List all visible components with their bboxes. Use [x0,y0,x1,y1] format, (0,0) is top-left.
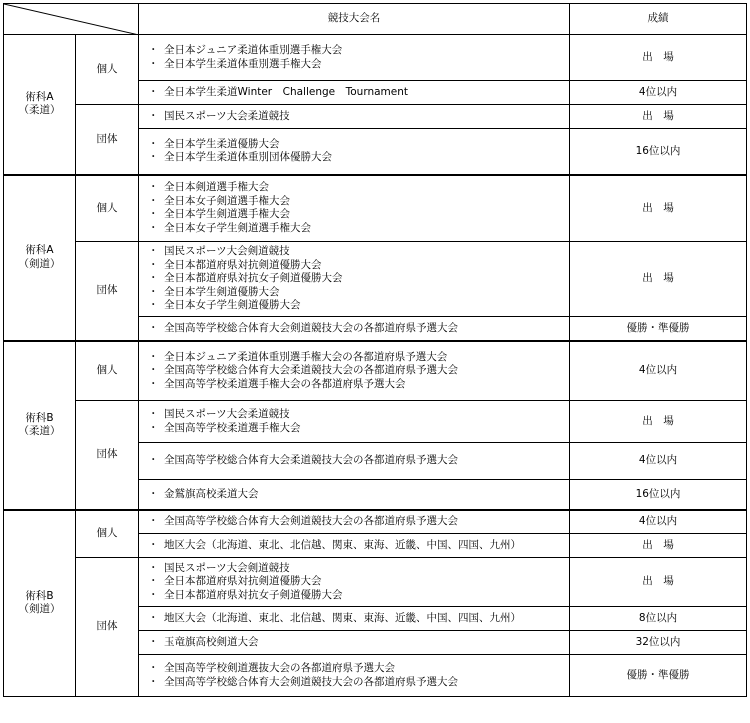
event-name: 全国高等学校総合体育大会柔道競技大会の各都道府県予選大会 [164,454,458,467]
event-name: 全日本学生柔道優勝大会 [164,137,280,150]
entry-type-cell: 個人 [76,510,139,558]
bullet-marker: ・ [148,515,159,527]
bullet-marker: ・ [148,350,159,363]
events-cell [139,242,570,317]
event-item [148,58,569,72]
event-item [148,454,569,468]
events-cell [139,480,570,510]
event-name: 全日本都道府県対抗剣道優勝大会 [164,575,322,588]
event-item [148,322,569,336]
event-name: 全国高等学校総合体育大会剣道競技大会の各都道府県予選大会 [164,515,458,527]
event-item [148,408,569,422]
bullet-marker: ・ [148,561,159,574]
events-cell [139,129,570,175]
bullet-marker: ・ [148,377,159,390]
event-name: 国民スポーツ大会剣道競技 [164,561,290,574]
events-cell [139,81,570,105]
bullet-marker: ・ [148,299,159,312]
event-item [148,195,569,209]
result-cell: 出 場 [570,35,747,81]
table-row [4,242,747,317]
event-name: 全日本学生柔道体重別選手権大会 [164,57,322,70]
events-cell [139,607,570,631]
event-name: 全国高等学校柔道選手権大会 [164,421,301,434]
events-cell [139,655,570,697]
event-item [148,539,569,553]
event-name: 全日本ジュニア柔道体重別選手権大会の各都道府県予選大会 [164,350,448,363]
bullet-marker: ・ [148,421,159,434]
bullet-marker: ・ [148,245,159,258]
entry-type-cell: 団体 [76,242,139,341]
events-cell [139,631,570,655]
event-item [148,378,569,392]
bullet-marker: ・ [148,85,159,98]
bullet-marker: ・ [148,408,159,420]
bullet-marker: ・ [148,588,159,601]
events-cell [139,105,570,129]
result-cell: 出 場 [570,175,747,242]
event-item [148,351,569,365]
event-name: 全国高等学校総合体育大会柔道競技大会の各都道府県予選大会 [164,364,458,376]
event-name: 全日本学生柔道体重別団体優勝大会 [164,151,332,164]
bullet-marker: ・ [148,181,159,194]
event-item [148,515,569,529]
bullet-marker: ・ [148,208,159,221]
event-item [148,589,569,603]
event-name: 全日本都道府県対抗女子剣道優勝大会 [164,272,343,285]
table-row [4,35,747,81]
table-header-row [4,4,747,35]
event-name: 全日本都道府県対抗女子剣道優勝大会 [164,588,343,601]
event-item [148,272,569,286]
bullet-marker: ・ [148,662,159,674]
category-cell [4,341,76,510]
bullet-marker: ・ [148,321,159,334]
category-name: 術科B [25,589,54,602]
events-cell [139,175,570,242]
table-row [4,510,747,534]
category-name: 術科A [25,90,54,103]
category-cell [4,35,76,175]
result-column-header: 成績 [570,4,747,35]
bullet-marker: ・ [148,258,159,271]
event-name: 全国高等学校総合体育大会剣道競技大会の各都道府県予選大会 [164,321,458,334]
result-cell: 8位以内 [570,607,747,631]
result-cell: 4位以内 [570,443,747,480]
event-name: 全日本女子剣道選手権大会 [164,194,290,207]
bullet-marker: ・ [148,635,159,648]
bullet-marker: ・ [148,221,159,234]
event-item [148,44,569,58]
event-item [148,151,569,165]
events-cell [139,317,570,341]
diagonal-line [4,4,139,35]
category-discipline: （柔道） [18,104,61,117]
event-item [148,299,569,313]
bullet-marker: ・ [148,285,159,298]
table-body [4,35,747,697]
bullet-marker: ・ [148,109,159,122]
event-item [148,364,569,378]
category-name: 術科A [25,244,54,256]
event-name: 全国高等学校剣道選抜大会の各都道府県予選大会 [164,662,395,674]
event-column-header: 競技大会名 [139,4,570,35]
event-item [148,636,569,650]
competition-results-table [3,3,747,697]
event-name: 国民スポーツ大会柔道競技 [164,408,290,420]
table-row [4,558,747,607]
events-cell [139,443,570,480]
event-name: 地区大会（北海道、東北、北信越、関東、東海、近畿、中国、四国、九州） [164,538,521,551]
bullet-marker: ・ [148,487,159,500]
result-cell: 4位以内 [570,81,747,105]
bullet-marker: ・ [148,137,159,150]
event-name: 国民スポーツ大会剣道競技 [164,245,290,258]
event-name: 玉竜旗高校剣道大会 [164,635,259,648]
category-discipline: （剣道） [18,257,61,270]
result-cell: 出 場 [570,534,747,558]
event-item [148,662,569,676]
event-item [148,676,569,690]
event-name: 全日本女子学生剣道選手権大会 [164,221,311,234]
event-name: 国民スポーツ大会柔道競技 [164,109,290,122]
events-cell [139,558,570,607]
result-cell: 32位以内 [570,631,747,655]
bullet-marker: ・ [148,364,159,376]
table-row [4,175,747,242]
bullet-marker: ・ [148,57,159,70]
result-cell: 優勝・準優勝 [570,655,747,697]
result-cell: 16位以内 [570,480,747,510]
bullet-marker: ・ [148,454,159,467]
entry-type-cell: 個人 [76,35,139,105]
results-table-wrapper [3,3,747,697]
event-name: 全日本女子学生剣道優勝大会 [164,299,301,312]
result-cell: 出 場 [570,105,747,129]
bullet-marker: ・ [148,44,159,56]
events-cell [139,341,570,401]
events-cell [139,510,570,534]
bullet-marker: ・ [148,272,159,285]
event-item [148,245,569,259]
entry-type-cell: 団体 [76,558,139,697]
event-name: 全国高等学校柔道選手権大会の各都道府県予選大会 [164,377,406,390]
event-name: 全日本学生剣道選手権大会 [164,208,290,221]
event-item [148,259,569,273]
result-cell: 16位以内 [570,129,747,175]
result-cell: 出 場 [570,401,747,443]
bullet-marker: ・ [148,194,159,207]
event-item [148,222,569,236]
event-name: 全日本学生柔道Winter Challenge Tournament [164,85,409,98]
category-discipline: （柔道） [18,425,61,437]
bullet-marker: ・ [148,151,159,164]
bullet-marker: ・ [148,575,159,588]
event-name: 全日本ジュニア柔道体重別選手権大会 [164,44,343,56]
event-item [148,286,569,300]
event-item [148,488,569,502]
category-discipline: （剣道） [18,603,61,616]
event-item [148,612,569,626]
entry-type-cell: 団体 [76,401,139,510]
result-cell: 出 場 [570,558,747,607]
entry-type-cell: 団体 [76,105,139,175]
table-row [4,341,747,401]
bullet-marker: ・ [148,675,159,688]
events-cell [139,401,570,443]
category-name: 術科B [25,411,54,424]
event-item [148,181,569,195]
event-name: 全日本学生剣道優勝大会 [164,285,280,298]
table-row [4,105,747,129]
event-item [148,208,569,222]
result-cell: 4位以内 [570,510,747,534]
entry-type-cell: 個人 [76,175,139,242]
bullet-marker: ・ [148,611,159,624]
entry-type-cell: 個人 [76,341,139,401]
event-item [148,138,569,152]
events-cell [139,35,570,81]
event-name: 全国高等学校総合体育大会剣道競技大会の各都道府県予選大会 [164,675,458,688]
event-item [148,422,569,436]
result-cell: 優勝・準優勝 [570,317,747,341]
category-cell [4,510,76,697]
bullet-marker: ・ [148,538,159,551]
events-cell [139,534,570,558]
diagonal-corner-cell [4,4,139,35]
table-row [4,401,747,443]
result-cell: 出 場 [570,242,747,317]
event-item [148,575,569,589]
event-name: 地区大会（北海道、東北、北信越、関東、東海、近畿、中国、四国、九州） [164,611,521,624]
category-cell [4,175,76,341]
event-name: 金鷲旗高校柔道大会 [164,487,259,500]
event-item [148,86,569,100]
event-item [148,562,569,576]
result-cell: 4位以内 [570,341,747,401]
event-name: 全日本剣道選手権大会 [164,181,269,194]
event-name: 全日本都道府県対抗剣道優勝大会 [164,258,322,271]
event-item [148,110,569,124]
